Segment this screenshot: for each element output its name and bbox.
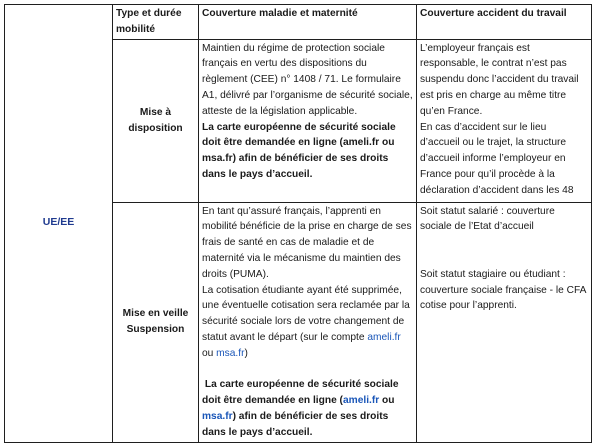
maladie-veille-text-1: En tant qu’assuré français, l’apprenti en mobilité bénéficie de la prise en charge de ses frais de santé en cas de maladie et de maternité via le mécanisme du maintien des droits (PUMA). <box>202 205 412 280</box>
accident-veille-text-2: Soit statut stagiaire ou étudiant : couverture sociale française - le CFA cotise pour l’apprenti. <box>420 268 586 312</box>
paragraph-gap <box>202 362 413 378</box>
header-accident: Couverture accident du travail <box>417 5 592 40</box>
row-label-mise-a-disposition: Mise à disposition <box>113 39 199 202</box>
msa-link[interactable]: msa.fr <box>216 347 245 359</box>
header-maladie: Couverture maladie et maternité <box>199 5 417 40</box>
accident-text-1: L’employeur français est responsable, le contrat n’est pas suspendu donc l’accident du travail est pris en charge au même titre qu’en France. <box>420 42 579 117</box>
ameli-link-2[interactable]: ameli.fr <box>342 395 380 407</box>
accident-text-2: En cas d’accident sur le lieu d’accueil ou le trajet, la structure d’accueil informe l’employeur en France pour qu’il procède à la déclaration d’accident dans les 48 <box>420 121 574 196</box>
accident-veille-text-1: Soit statut salarié : couverture sociale de l’Etat d’accueil <box>420 205 555 233</box>
carte-europeenne-note-2: La carte européenne de sécurité sociale doit être demandée en ligne (ameli.fr ou msa.fr) afin de bénéficier de ses droits dans le pays d’accueil. <box>202 379 399 438</box>
accident-cell-disposition <box>417 39 592 202</box>
msa-link-2[interactable]: msa.fr <box>202 410 233 422</box>
maladie-veille-text-2: La cotisation étudiante ayant été supprimée, une éventuelle cotisation sera reclamée par la sécurité sociale lors de votre changement de statut avant le départ (sur le compte ameli.fr ou msa.fr) <box>202 284 410 359</box>
region-label: UE/EE <box>42 216 75 229</box>
maladie-cell-veille <box>199 202 417 442</box>
coverage-table <box>4 4 592 443</box>
maladie-text: Maintien du régime de protection sociale français en vertu des dispositions du règlement (CEE) n° 1408 / 71. Le formulaire A1, délivré par l’organisme de sécurité sociale, atteste de la législation applicable. <box>202 42 413 117</box>
accident-cell-veille <box>417 202 592 442</box>
region-cell <box>5 5 113 443</box>
header-type: Type et durée mobilité <box>113 5 199 40</box>
row-label-mise-en-veille: Mise en veille Suspension <box>113 202 199 442</box>
maladie-cell-disposition <box>199 39 417 202</box>
header-row <box>5 5 592 40</box>
ameli-link[interactable]: ameli.fr <box>367 331 401 343</box>
carte-europeenne-note: La carte européenne de sécurité sociale doit être demandée en ligne (ameli.fr ou msa.fr) afin de bénéficier de ses droits dans le pays d’accueil. <box>202 121 396 180</box>
